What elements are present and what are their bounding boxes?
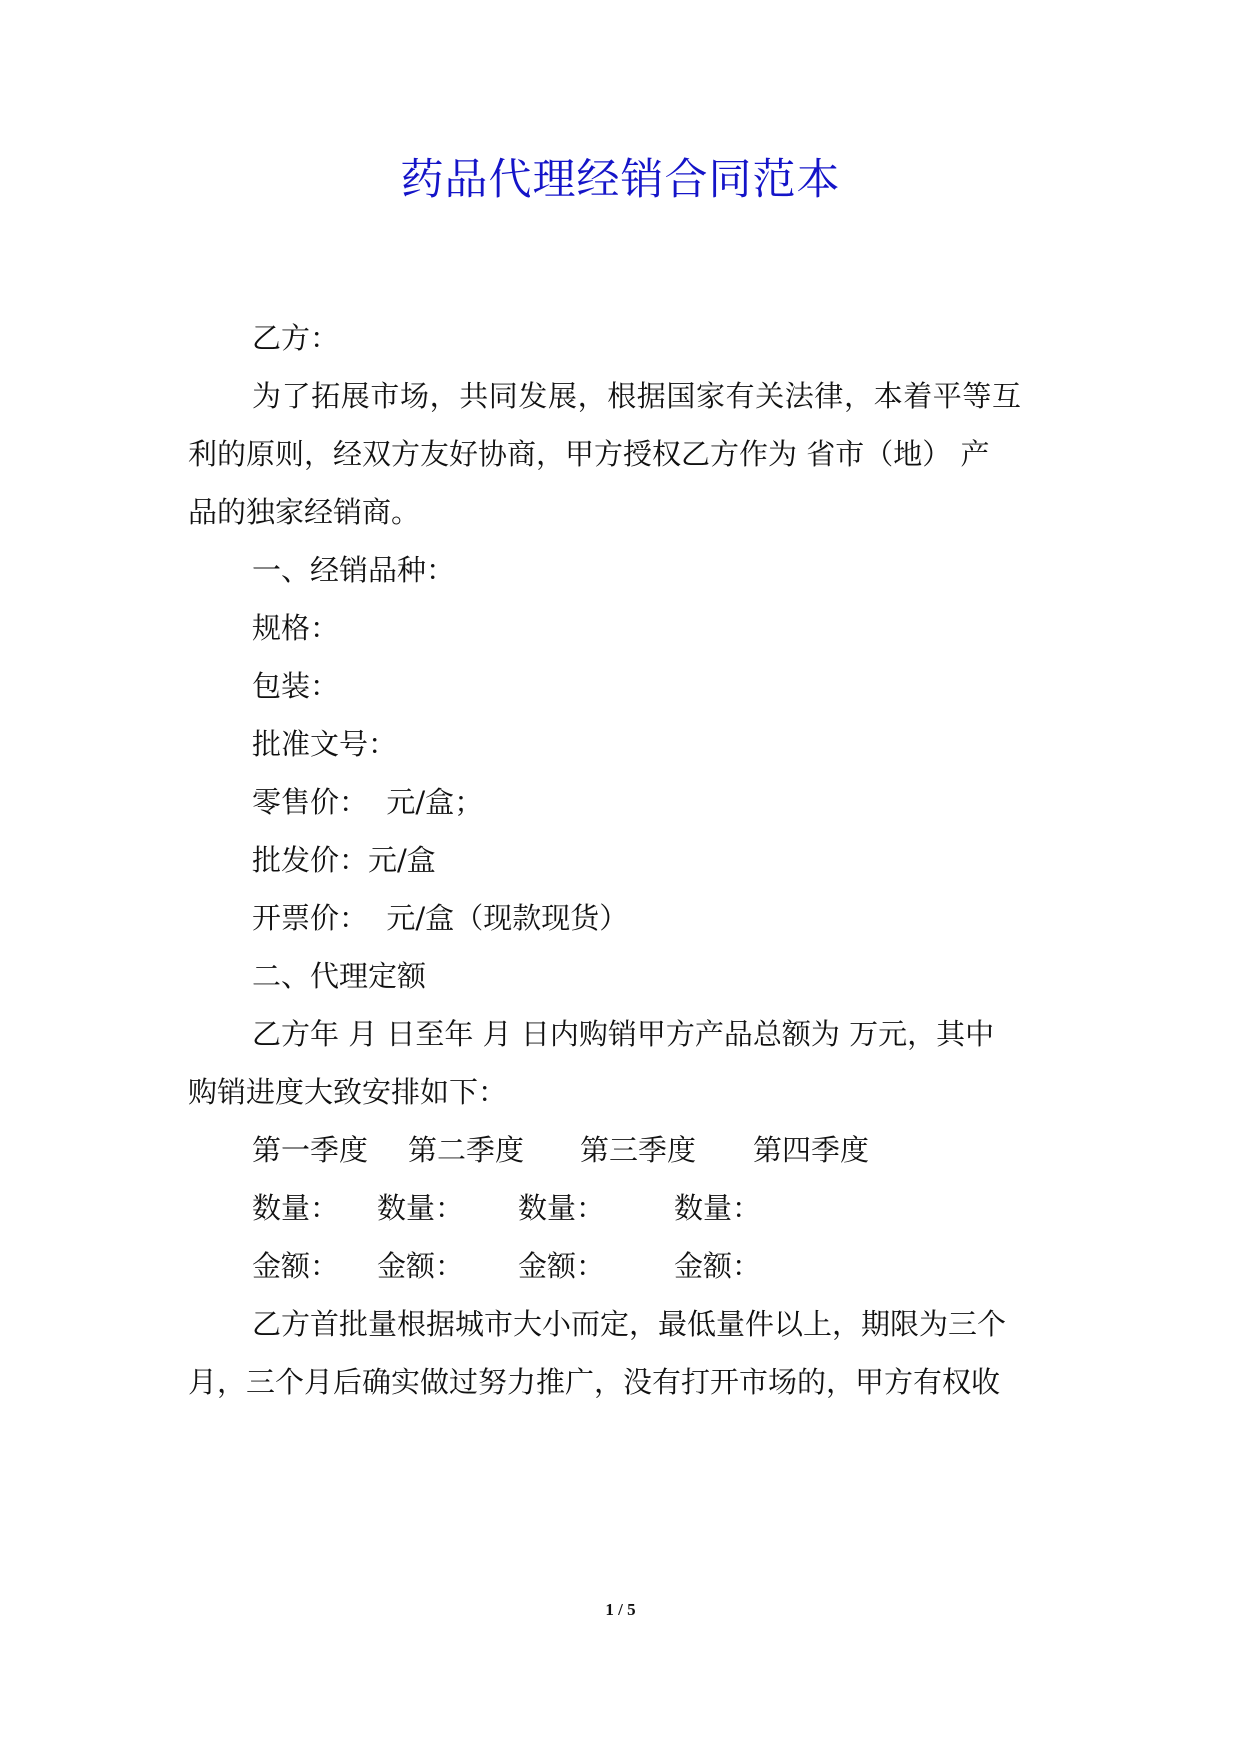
quota-paragraph-line-1: 乙方年 月 日至年 月 日内购销甲方产品总额为 万元，其中	[252, 1017, 995, 1051]
quota-paragraph-line-2: 购销进度大致安排如下：	[188, 1075, 508, 1109]
first-batch-paragraph-line-1: 乙方首批量根据城市大小而定，最低量件以上，期限为三个	[252, 1307, 1007, 1341]
party-b-label: 乙方：	[252, 321, 340, 355]
quantity-label-q2: 数量：	[377, 1191, 465, 1225]
intro-paragraph-line-2: 利的原则，经双方友好协商，甲方授权乙方作为 省市（地） 产	[188, 437, 990, 471]
amount-label-q3: 金额：	[518, 1249, 606, 1283]
intro-text: 为了拓展市场，共同发展，根据国家有关法律，本着平等互	[252, 379, 1022, 413]
quantity-label-q1: 数量：	[252, 1191, 340, 1225]
document-title: 药品代理经销合同范本	[400, 155, 841, 205]
quarter-3: 第三季度	[580, 1133, 697, 1167]
amount-label-q1: 金额：	[252, 1249, 340, 1283]
invoice-price-line: 开票价： 元/盒（现款现货）	[252, 901, 629, 935]
amount-label-q4: 金额：	[674, 1249, 762, 1283]
page-number: 1 / 5	[605, 1600, 636, 1619]
quantity-label-q3: 数量：	[518, 1191, 606, 1225]
quarter-4: 第四季度	[753, 1133, 870, 1167]
section-2-heading: 二、代理定额	[252, 959, 427, 993]
wholesale-price-line: 批发价：元/盒	[252, 843, 436, 877]
quarter-2: 第二季度	[408, 1133, 525, 1167]
packaging-label: 包装：	[252, 669, 340, 703]
section-1-heading: 一、经销品种：	[252, 553, 456, 587]
quarter-1: 第一季度	[252, 1133, 369, 1167]
retail-price-line: 零售价： 元/盒；	[252, 785, 484, 819]
quantity-label-q4: 数量：	[674, 1191, 762, 1225]
approval-number-label: 批准文号：	[252, 727, 398, 761]
first-batch-paragraph-line-2: 月，三个月后确实做过努力推广，没有打开市场的，甲方有权收	[188, 1365, 1001, 1399]
amount-label-q2: 金额：	[377, 1249, 465, 1283]
intro-paragraph-line-1	[252, 376, 1050, 416]
spec-label: 规格：	[252, 611, 340, 645]
intro-paragraph-line-3: 品的独家经销商。	[188, 495, 421, 529]
